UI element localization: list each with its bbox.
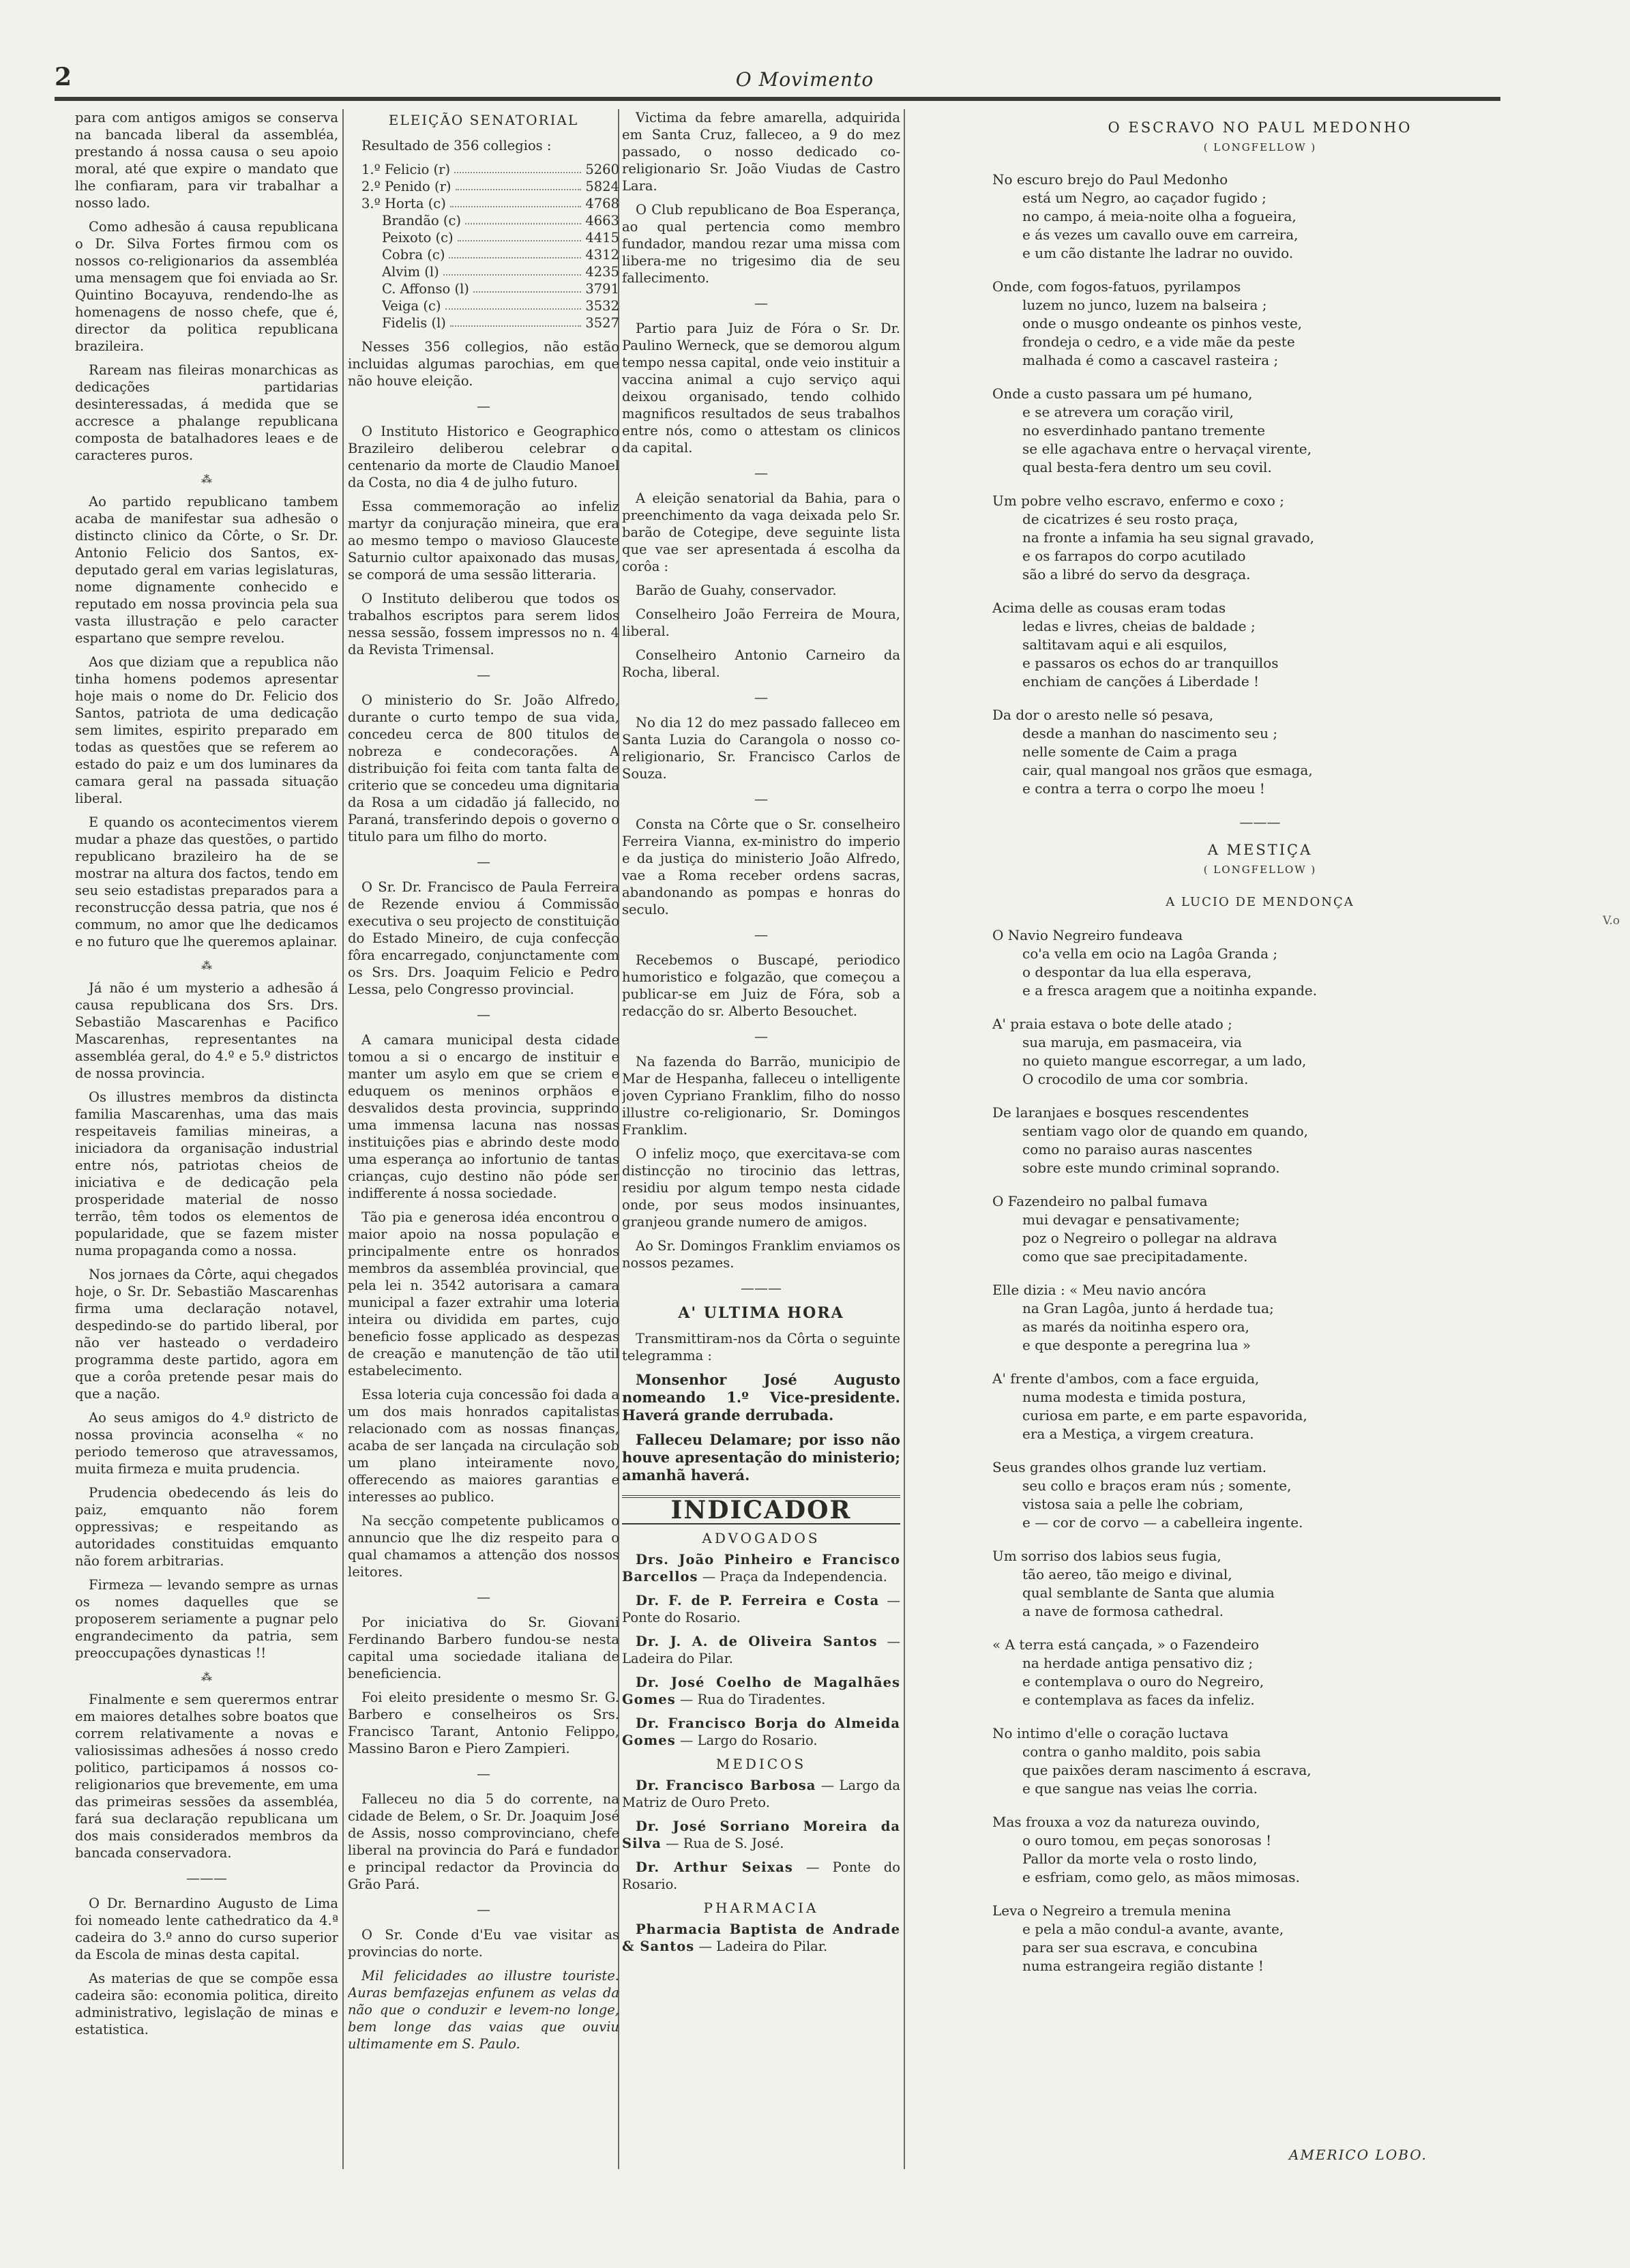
poem-line: Seus grandes olhos grande luz vertiam. [992, 1459, 1267, 1475]
candidate-votes: 4312 [585, 247, 619, 263]
election-intro: Resultado de 356 collegios : [361, 138, 552, 153]
article-paragraph: O ministerio do Sr. João Alfredo, durante o curto tempo de sua vida, concedeu cerca de 800 titulos de nobreza e condecorações. A distribuição foi feita com tanta falta de criterio que se concedeu uma dignitaria da Rosa a um cidadão já fallecido, no Paraná, transferindo depois o governo o titulo para um filho do morto. [348, 692, 619, 844]
article-paragraph: Falleceu no dia 5 do corrente, na cidade de Belem, o Sr. Dr. Joaquim José de Assis, nosso comprovinciano, chefe liberal na provincia do Pará e fundador e principal redactor da Provincia do Grão Pará. [348, 1791, 619, 1892]
article-paragraph: Ao seus amigos do 4.º districto de nossa provincia aconselha « no periodo temeroso que atravessamos, muita firmeza e muita prudencia. [75, 1410, 338, 1477]
poem-line: « A terra está cançada, » o Fazendeiro [992, 1636, 1259, 1653]
poem-line: e passaros os echos do ar tranquillos [1022, 655, 1279, 671]
article-paragraph: E quando os acontecimentos vierem mudar a phaze das questões, o partido republicano brazileiro ha de se mostrar na altura dos factos, tendo em seu seio estadistas preparados para a reconstrucção dessa patria, que nos é commum, no amor que lhe dedicamos e no futuro que lhe queremos aplainar. [75, 814, 338, 949]
entry-name: Dr. Arthur Seixas [636, 1859, 793, 1875]
poem-line: desde a manhan do nascimento seu ; [1022, 725, 1278, 741]
poem-line: de cicatrizes é seu rosto praça, [1022, 511, 1239, 527]
poem-line: No intimo d'elle o coração luctava [992, 1725, 1229, 1741]
poem-line: Mas frouxa a voz da natureza ouvindo, [992, 1814, 1260, 1830]
poem-stanza [992, 385, 1528, 477]
result-row [348, 161, 619, 178]
result-row [348, 263, 619, 280]
poem-line: numa estrangeira região distante ! [1022, 1958, 1264, 1974]
article-paragraph: Prudencia obedecendo ás leis do paiz, emquanto não forem oppressivas; e respeitando as autoridades constituidas emquanto não forem arbitrarias. [75, 1485, 338, 1569]
poem-stanza [992, 706, 1528, 798]
poem-line: vistosa saia a pelle lhe cobriam, [1022, 1496, 1244, 1512]
poem-line: na fronte a infamia ha seu signal gravado, [1022, 529, 1315, 546]
poem-stanza [992, 278, 1528, 370]
election-heading: ELEIÇÃO SENATORIAL [388, 112, 579, 128]
column-divider [904, 109, 905, 2169]
section-separator: — [754, 1028, 768, 1044]
poem-line: era a Mestiça, a virgem creatura. [1022, 1426, 1254, 1442]
directory-entry [622, 1633, 900, 1667]
poem-line: malhada é como a cascavel rasteira ; [1022, 352, 1279, 368]
poem-line: onde o musgo ondeante os pinhos veste, [1022, 315, 1303, 332]
section-separator: — [754, 791, 768, 807]
entry-name: Drs. João Pinheiro e Francisco Barcellos [622, 1552, 900, 1585]
column-2 [348, 109, 619, 2169]
telegram-news: Falleceu Delamare; por isso não houve apresentação do ministerio; amanhã haverá. [622, 1431, 900, 1484]
article-paragraph: Victima da febre amarella, adquirida em Santa Cruz, falleceo, a 9 do mez passado, o nosso dedicado co-religionario Sr. João Viudas de Castro Lara. [622, 110, 900, 194]
poem-author: ( LONGFELLOW ) [1203, 864, 1317, 876]
candidate-votes: 3791 [585, 281, 619, 297]
poem-line: cair, qual mangoal nos grãos que esmaga, [1022, 762, 1313, 778]
poem-line: numa modesta e timida postura, [1022, 1389, 1247, 1405]
poem-line: contra o ganho maldito, pois sabia [1022, 1743, 1261, 1760]
article-paragraph: Na fazenda do Barrão, municipio de Mar de Hespanha, falleceu o intelligente joven Cypriano Franklim, filho do nosso illustre co-religionario, Sr. Domingos Franklim. [622, 1054, 900, 1138]
directory-entry [622, 1674, 900, 1708]
candidate-votes: 3527 [585, 315, 619, 331]
directory-entry [622, 1592, 900, 1626]
article-paragraph: O Instituto deliberou que todos os trabalhos escriptos para serem lidos nessa sessão, fossem impressos no n. 4 da Revista Trimensal. [348, 591, 619, 658]
poem-line: luzem no junco, luzem na balseira ; [1022, 297, 1267, 313]
entry-name: Dr. José Sorriano Moreira da Silva [622, 1818, 900, 1851]
result-row [348, 297, 619, 314]
pharmacia-title: PHARMACIA [703, 1900, 819, 1916]
result-row [348, 195, 619, 212]
poem-line: como que sae precipitadamente. [1022, 1248, 1248, 1265]
poem-line: Pallor da morte vela o rosto lindo, [1022, 1851, 1258, 1867]
poem-stanza [992, 1902, 1528, 1975]
article-paragraph: Mil felicidades ao illustre touriste. Auras bemfazejas enfunem as velas da não que o conduzir e levem-no longe, bem longe das vaias que ouviu ultimamente em S. Paulo. [348, 1968, 619, 2052]
entry-address: — Ponte do Rosario. [622, 1859, 900, 1892]
entry-name: Pharmacia Baptista de Andrade & Santos [622, 1921, 900, 1954]
article-paragraph: Raream nas fileiras monarchicas as dedicações partidarias desinteressadas, á medida que se accresce a phalange republicana composta de batalhadores leaes e de caracteres puros. [75, 362, 338, 463]
article-paragraph: Aos que diziam que a republica não tinha homens podemos apresentar hoje mais o nome do Dr. Felicio dos Santos, patriota de uma dedicação sem limites, espirito preparado em todas as questões que se referem ao estado do paiz e um dos luminares da camara geral na passada situação liberal. [75, 654, 338, 806]
poem-line: no esverdinhado pantano tremente [1022, 422, 1265, 439]
poem-line: e contra a terra o corpo lhe moeu ! [1022, 780, 1265, 797]
poem-line: no quieto mangue escorregar, a um lado, [1022, 1052, 1307, 1069]
asterism: ⁂ [201, 1670, 212, 1683]
article-paragraph: A eleição senatorial da Bahia, para o preenchimento da vaga deixada pelo Sr. barão de Cotegipe, deve seguinte lista que vae ser apresentada á escolha da corôa : [622, 490, 900, 574]
entry-address: — Largo do Rosario. [679, 1733, 818, 1748]
masthead: O Movimento [735, 68, 874, 91]
poem-stanza [992, 171, 1528, 263]
entry-name: Dr. F. de P. Ferreira e Costa [636, 1593, 880, 1608]
candidate-name: 2.º Penido (r) [361, 179, 451, 194]
candidate-votes: 4415 [585, 230, 619, 246]
indicador-title: INDICADOR [622, 1495, 900, 1525]
poem-line: Um pobre velho escravo, enfermo e coxo ; [992, 492, 1284, 509]
column-3 [622, 109, 900, 2169]
entry-address: — Ladeira do Pilar. [698, 1939, 828, 1954]
poem-line: na herdade antiga pensativo diz ; [1022, 1655, 1254, 1671]
candidate-votes: 4663 [585, 213, 619, 229]
section-separator: — [754, 295, 768, 311]
poem-line: a nave de formosa cathedral. [1022, 1603, 1224, 1619]
poem-title: O ESCRAVO NO PAUL MEDONHO [1108, 119, 1412, 136]
poem-stanza [992, 1458, 1528, 1532]
candidate-name: Brandão (c) [382, 213, 462, 229]
poem-line: está um Negro, ao caçador fugido ; [1022, 190, 1266, 206]
poem-line: Da dor o aresto nelle só pesava, [992, 707, 1214, 723]
result-row [348, 246, 619, 263]
article-paragraph: Conselheiro João Ferreira de Moura, liberal. [622, 606, 900, 639]
result-row [348, 178, 619, 195]
advogados-title: ADVOGADOS [702, 1530, 820, 1546]
poem-stanza [992, 1636, 1528, 1709]
poem-line: sentiam vago olor de quando em quando, [1022, 1123, 1309, 1139]
article-paragraph: Consta na Côrte que o Sr. conselheiro Ferreira Vianna, ex-ministro do imperio e da justiça do ministerio João Alfredo, vae a Roma receber ordens sacras, abandonando as pompas e honras do seculo. [622, 816, 900, 917]
poem-line: Acima delle as cousas eram todas [992, 600, 1226, 616]
poem-line: como no paraiso auras nascentes [1022, 1141, 1253, 1158]
poem-line: Onde, com fogos-fatuos, pyrilampos [992, 278, 1241, 295]
ultima-hora-intro: Transmittiram-nos da Côrta o seguinte telegramma : [622, 1331, 900, 1364]
ultima-hora-title: A' ULTIMA HORA [678, 1304, 844, 1322]
section-separator: — [477, 398, 490, 414]
entry-address: — Ladeira do Pilar. [622, 1634, 900, 1666]
section-separator: — [477, 666, 490, 683]
poem-line: o ouro tomou, em peças sonorosas ! [1022, 1832, 1272, 1849]
article-paragraph: Os illustres membros da distincta familia Mascarenhas, uma das mais respeitaveis familias mineiras, a iniciadora da organisação industrial entre nós, patriotas cheios de iniciativa e de dedicação pela prosperidade material de nosso terrão, têm todos os elementos de popularidade, que se fazem mister numa propaganda como a nossa. [75, 1089, 338, 1258]
poem-line: De laranjaes e bosques rescendentes [992, 1104, 1249, 1121]
article-paragraph: Essa commemoração ao infeliz martyr da conjuração mineira, que era ao mesmo tempo o mavioso Glauceste Saturnio cultor apaixonado das musas, se comporá de uma sessão litteraria. [348, 499, 619, 583]
candidate-name: 3.º Horta (c) [361, 196, 446, 211]
result-row [348, 212, 619, 229]
signature: AMERICO LOBO. [1289, 2147, 1427, 2163]
poem-stanza [992, 1104, 1528, 1177]
column-divider [342, 109, 344, 2169]
candidate-name: 1.º Felicio (r) [361, 162, 451, 177]
article-paragraph: Tão pia e generosa idéa encontrou o maior apoio na nossa população e principalmente entre os honrados membros da assembléa provincial, que pela lei n. 3542 autorisara a camara municipal a fazer extrahir uma loteria inteira ou dividida em partes, cujo beneficio fosse applicado as despezas de creação e manutenção de tão util estabelecimento. [348, 1209, 619, 1379]
poem-line: o despontar da lua ella esperava, [1022, 964, 1252, 980]
article-paragraph: A camara municipal desta cidade tomou a si o encargo de instituir e manter um asylo em que se criem e eduquem os meninos orphãos e desvalidos desta provincia, supprindo uma immensa lacuna nas nossas instituições pias e abrindo deste modo uma esperança ao infortunio de tantas crianças, cujo destino não póde ser indifferente á nossa sociedade. [348, 1032, 619, 1201]
poem-line: Elle dizia : « Meu navio ancóra [992, 1282, 1206, 1298]
poem-line: curiosa em parte, e em parte espavorida, [1022, 1407, 1307, 1424]
poem-line: Onde a custo passara um pé humano, [992, 385, 1253, 402]
poem-body [992, 926, 1528, 1975]
poem-line: O crocodilo de uma cor sombria. [1022, 1071, 1249, 1087]
poem-line: sua maruja, em pasmaceira, via [1022, 1034, 1242, 1050]
header-rule [55, 97, 1500, 101]
poem-line: qual besta-fera dentro um seu covil. [1022, 459, 1272, 475]
entry-name: Dr. Francisco Barbosa [636, 1778, 816, 1793]
poem-author: ( LONGFELLOW ) [1203, 141, 1317, 153]
result-row [348, 280, 619, 297]
section-separator: — [477, 1589, 490, 1605]
article-paragraph: Barão de Guahy, conservador. [636, 583, 837, 598]
article-paragraph: O Club republicano de Boa Esperança, ao qual pertencia como membro fundador, mandou rezar uma missa com libera-me no trigesimo dia de seu fallecimento. [622, 202, 900, 286]
section-separator: — [477, 1901, 490, 1917]
poem-line: e — cor de corvo — a cabelleira ingente. [1022, 1514, 1303, 1531]
article-paragraph: Ao Sr. Domingos Franklim enviamos os nossos pezames. [622, 1238, 900, 1271]
poem-line: A' frente d'ambos, com a face erguida, [992, 1370, 1260, 1387]
section-separator: — [477, 1006, 490, 1022]
candidate-name: Peixoto (c) [382, 230, 454, 246]
telegram-news: Monsenhor José Augusto nomeando 1.º Vice-presidente. Haverá grande derrubada. [622, 1371, 900, 1424]
article-paragraph: Já não é um mysterio a adhesão á causa republicana dos Srs. Drs. Sebastião Mascarenhas e Pacifico Mascarenhas, representantes na assembléa geral, do 4.º e 5.º districtos de nossa provincia. [75, 980, 338, 1081]
poem-line: Leva o Negreiro a tremula menina [992, 1902, 1232, 1919]
poem-line: nelle somente de Caim a praga [1022, 743, 1238, 760]
article-paragraph: Ao partido republicano tambem acaba de manifestar sua adhesão o distincto clinico da Côrte, o Sr. Dr. Antonio Felicio dos Santos, ex-deputado geral em varias legislaturas, nome dignamente conhecido e reputado em nossa provincia pela sua vasta illustração e pelo caracter espartano que sempre revelou. [75, 494, 338, 646]
poem-stanza [992, 1547, 1528, 1621]
result-row [348, 229, 619, 246]
poem-line: no campo, á meia-noite olha a fogueira, [1022, 208, 1296, 224]
poem-stanza [992, 1192, 1528, 1266]
result-row [348, 314, 619, 332]
section-separator: ——— [1239, 814, 1281, 830]
medicos-title: MEDICOS [715, 1756, 807, 1772]
section-separator: — [754, 689, 768, 705]
article-paragraph: Finalmente e sem querermos entrar em maiores detalhes sobre boatos que correm relativamente a novas e valiosissimas adhesões á nosso credo politico, participamos á nossos co-religionarios que brevemente, em uma das primeiras sessões da assembléa, fará sua declaração republicana um dos mais considerados membros da bancada conservadora. [75, 1692, 338, 1861]
poem-line: frondeja o cedro, e a vide mãe da peste [1022, 334, 1295, 350]
section-separator: — [477, 1765, 490, 1782]
poem-line: seu collo e braços eram nús ; somente, [1022, 1477, 1292, 1494]
margin-mark: V.o [1603, 914, 1620, 928]
directory-entry [622, 1921, 900, 1955]
poem-stanza [992, 492, 1528, 584]
poem-line: as marés da noitinha espero ora, [1022, 1319, 1249, 1335]
poem-line: e um cão distante lhe ladrar no ouvido. [1022, 245, 1294, 261]
asterism: ⁂ [201, 959, 212, 972]
poem-line: tão aereo, tão meigo e divinal, [1022, 1566, 1232, 1582]
candidate-name: Veiga (c) [382, 298, 441, 314]
directory-entry [622, 1777, 900, 1811]
directory-entry [622, 1551, 900, 1585]
candidate-name: Cobra (c) [382, 247, 445, 263]
election-note: Nesses 356 collegios, não estão incluidas algumas parochias, em que não houve eleição. [348, 339, 619, 389]
candidate-votes: 4768 [585, 196, 619, 211]
poem-line: para ser sua escrava, e concubina [1022, 1939, 1258, 1956]
poem-stanza [992, 599, 1528, 691]
candidate-votes: 4235 [585, 264, 619, 280]
candidate-votes: 5824 [585, 179, 619, 194]
directory-entry [622, 1818, 900, 1852]
article-paragraph: As materias de que se compõe essa cadeira são: economia politica, direito administrativo, legislação de minas e estatistica. [75, 1971, 338, 2037]
poem-line: se elle agachava entre o hervaçal virente, [1022, 441, 1312, 457]
poem-line: e esfriam, como gelo, as mãos mimosas. [1022, 1869, 1300, 1885]
poem-line: No escuro brejo do Paul Medonho [992, 171, 1228, 188]
poem-title: A MESTIÇA [1207, 842, 1313, 858]
section-separator: — [754, 926, 768, 943]
poem-line: e contemplava as faces da infeliz. [1022, 1692, 1255, 1708]
article-paragraph: O Dr. Bernardino Augusto de Lima foi nomeado lente cathedratico da 4.ª cadeira do 3.º anno do curso superior da Escola de minas desta capital. [75, 1896, 338, 1962]
poem-line: e que sangue nas veias lhe corria. [1022, 1780, 1258, 1797]
poem-stanza [992, 1724, 1528, 1798]
article-paragraph: Na secção competente publicamos o annuncio que lhe diz respeito para o qual chamamos a attenção dos nossos leitores. [348, 1513, 619, 1580]
entry-address: — Ponte do Rosario. [622, 1593, 900, 1625]
entry-name: Dr. José Coelho de Magalhães Gomes [622, 1675, 900, 1707]
column-1 [75, 109, 338, 2169]
article-paragraph: O Instituto Historico e Geographico Brazileiro deliberou celebrar o centenario da morte de Claudio Manoel da Costa, no dia 4 de julho futuro. [348, 424, 619, 490]
poem-line: e os farrapos do corpo acutilado [1022, 548, 1246, 564]
entry-name: Dr. Francisco Borja do Almeida Gomes [622, 1715, 900, 1748]
election-results [348, 161, 619, 332]
poem-line: saltitavam aqui e ali esquilos, [1022, 636, 1228, 653]
candidate-name: Alvim (l) [382, 264, 439, 280]
poem-stanza [992, 1370, 1528, 1443]
poem-stanza [992, 1813, 1528, 1887]
entry-address: — Rua de S. José. [666, 1836, 784, 1851]
article-paragraph: para com antigos amigos se conserva na bancada liberal da assembléa, prestando á nossa causa o seu apoio moral, até que expire o mandato que lhe confiaram, para vir trabalhar a nosso lado. [75, 110, 338, 211]
asterism: ⁂ [201, 473, 212, 486]
poem-line: e contemplava o ouro do Negreiro, [1022, 1673, 1264, 1690]
poem-line: enchiam de canções á Liberdade ! [1022, 673, 1260, 690]
poem-line: mui devagar e pensativamente; [1022, 1211, 1240, 1228]
poem-stanza [992, 1015, 1528, 1089]
article-paragraph: Por iniciativa do Sr. Giovani Ferdinando Barbero fundou-se nesta capital uma sociedade italiana de beneficiencia. [348, 1615, 619, 1681]
poem-line: e que desponte a peregrina lua » [1022, 1337, 1251, 1353]
candidate-votes: 3532 [585, 298, 619, 314]
poem-line: e pela a mão condul-a avante, avante, [1022, 1921, 1284, 1937]
poem-line: ledas e livres, cheias de baldade ; [1022, 618, 1256, 634]
poem-line: na Gran Lagôa, junto á herdade tua; [1022, 1300, 1274, 1316]
directory-entry [622, 1715, 900, 1749]
article-paragraph: Foi eleito presidente o mesmo Sr. G. Barbero e conselheiros os Srs. Francisco Tarant, Antonio Felippo, Massino Baron e Piero Zampieri. [348, 1690, 619, 1756]
article-paragraph: O infeliz moço, que exercitava-se com distincção no tirocinio das lettras, residiu por algum tempo nesta cidade onde, por seus modos insinuantes, granjeou grande numero de amigos. [622, 1146, 900, 1230]
article-paragraph: O Sr. Conde d'Eu vae visitar as provincias do norte. [348, 1927, 619, 1960]
directory-entry [622, 1859, 900, 1893]
poem-line: O Fazendeiro no palbal fumava [992, 1193, 1208, 1209]
poem-line: A' praia estava o bote delle atado ; [992, 1016, 1232, 1032]
poem-stanza [992, 1281, 1528, 1355]
section-separator: ——— [186, 1870, 227, 1886]
column-4 [992, 109, 1528, 2155]
poem-line: poz o Negreiro o pollegar na aldrava [1022, 1230, 1277, 1246]
entry-address: — Largo da Matriz de Ouro Preto. [622, 1778, 900, 1810]
article-paragraph: O Sr. Dr. Francisco de Paula Ferreira de Rezende enviou á Commissão executiva o seu projecto de constituição do Estado Mineiro, de cuja confecção fôra encarregado, conjunctamente com os Srs. Drs. Joaquim Felicio e Pedro Lessa, pelo Congresso provincial. [348, 879, 619, 997]
poem-dedication: A LUCIO DE MENDONÇA [1166, 895, 1354, 909]
article-paragraph: Conselheiro Antonio Carneiro da Rocha, liberal. [622, 647, 900, 680]
poem-line: O Navio Negreiro fundeava [992, 927, 1183, 943]
article-paragraph: Partio para Juiz de Fóra o Sr. Dr. Paulino Werneck, que se demorou algum tempo nessa capital, onde veio instituir a vaccina animal a cujo serviço aqui deixou organisado, tendo colhido magnificos resultados de seus trabalhos entre nós, como o attestam os clinicos da capital. [622, 321, 900, 456]
poem-line: são a libré do servo da desgraça. [1022, 566, 1251, 583]
entry-name: Dr. J. A. de Oliveira Santos [636, 1634, 878, 1649]
poem-line: Um sorriso dos labios seus fugia, [992, 1548, 1221, 1564]
candidate-votes: 5260 [585, 162, 619, 177]
poem-line: e ás vezes um cavallo ouve em carreira, [1022, 226, 1299, 243]
article-paragraph: Recebemos o Buscapé, periodico humoristico e folgazão, que começou a publicar-se em Juiz de Fóra, sob a redacção do sr. Alberto Besouchet. [622, 952, 900, 1019]
entry-address: — Praça da Independencia. [702, 1569, 887, 1585]
candidate-name: C. Affonso (l) [382, 281, 469, 297]
article-paragraph: Nos jornaes da Côrte, aqui chegados hoje, o Sr. Dr. Sebastião Mascarenhas firma uma declaração notavel, despedindo-se do partido liberal, por não ver hasteado o verdadeiro programma deste partido, agora em que a corôa pretende pesar mais do que a nação. [75, 1267, 338, 1402]
article-paragraph: No dia 12 do mez passado falleceo em Santa Luzia do Carangola o nosso co-religionario, Sr. Francisco Carlos de Souza. [622, 715, 900, 782]
poem-body [992, 171, 1528, 798]
poem-line: sobre este mundo criminal soprando. [1022, 1160, 1280, 1176]
section-separator: — [754, 465, 768, 481]
candidate-name: Fidelis (l) [382, 315, 446, 331]
section-separator: — [477, 853, 490, 870]
article-paragraph: Como adhesão á causa republicana o Dr. Silva Fortes firmou com os nossos co-religionarios da assembléa uma mensagem que foi enviada ao Sr. Quintino Bocayuva, rendendo-lhe as homenagens de nosso chefe, que é, director da politica republicana brazileira. [75, 219, 338, 354]
page-number: 2 [55, 63, 72, 91]
poem-line: co'a vella em ocio na Lagôa Granda ; [1022, 945, 1278, 962]
article-paragraph: Firmeza — levando sempre as urnas os nomes daquelles que se proposerem seriamente a pugnar pelo engrandecimento da patria, sem preoccupações dynasticas !! [75, 1577, 338, 1661]
entry-address: — Rua do Tiradentes. [679, 1692, 826, 1707]
poem-line: e a fresca aragem que a noitinha expande. [1022, 982, 1318, 999]
poem-line: qual semblante de Santa que alumia [1022, 1585, 1275, 1601]
poem-line: que paixões deram nascimento á escrava, [1022, 1762, 1312, 1778]
poem-line: e se atrevera um coração viril, [1022, 404, 1234, 420]
poem-stanza [992, 926, 1528, 1000]
section-separator: ——— [741, 1280, 782, 1296]
article-paragraph: Essa loteria cuja concessão foi dada a um dos mais honrados capitalistas relacionado com as nossas finanças, acaba de ser lançada na circulação sob um plano inteiramente novo, offerecendo as maiores garantias e interesses ao publico. [348, 1387, 619, 1505]
